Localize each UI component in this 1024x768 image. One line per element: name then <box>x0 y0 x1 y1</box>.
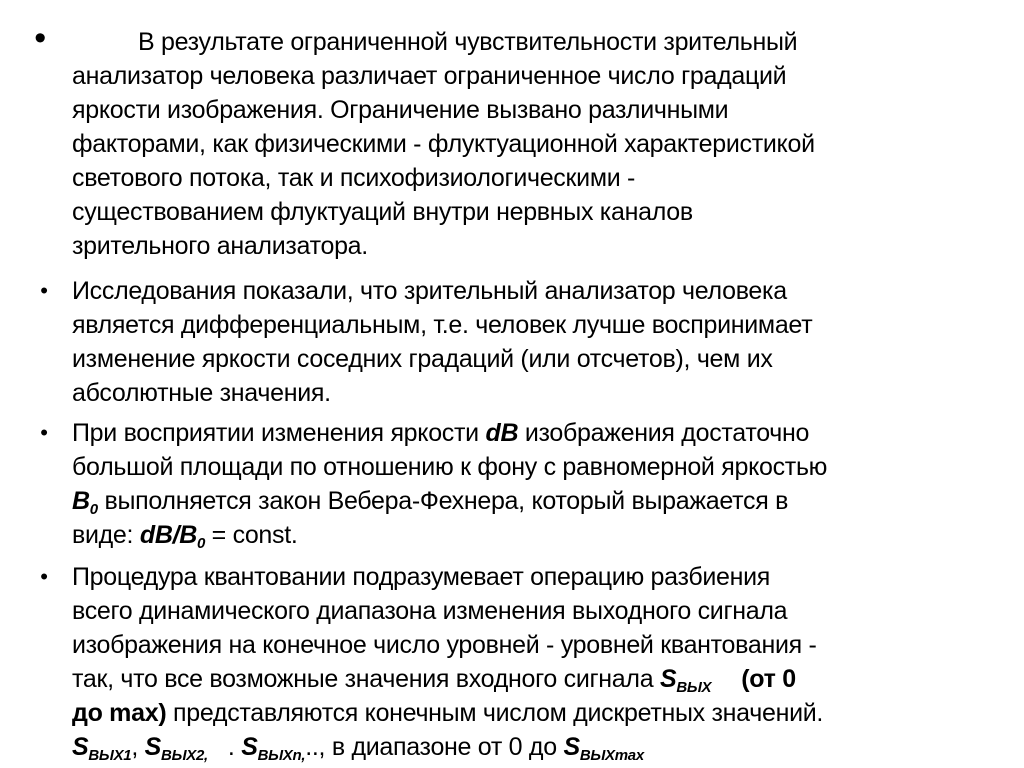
symbol-S-vyh2: $S_{ВЫХ2,}$ <box>144 733 208 764</box>
text-line: существованием флуктуаций внутри нервных каналов <box>72 198 693 226</box>
text-line: до max) представляются конечным числом дискретных значений. <box>72 699 824 727</box>
symbol-S-vyhn: $S_{ВЫХn,}$ <box>241 733 306 764</box>
text-line: изменение яркости соседних градаций (или отсчетов), чем их <box>72 345 773 373</box>
symbol-S-vyh1: $S_{ВЫХ1}$ <box>72 733 132 764</box>
bullet-item-3 <box>40 416 972 552</box>
symbol-S-vyhmax: $S_{ВЫХmax}$ <box>563 733 644 764</box>
text-line: светового потока, так и психофизиологическими - <box>72 164 636 192</box>
text-line: является дифференциальным, т.е. человек лучше воспринимает <box>72 311 813 339</box>
bullet-marker: • <box>40 420 48 445</box>
text-line: яркости изображения. Ограничение вызвано различными <box>72 96 729 124</box>
symbol-B0: $B_0$ <box>72 487 98 518</box>
text-line: При восприятии изменения яркости dB изображения достаточно <box>72 419 810 447</box>
formula-dB-B0: $dB/B_0$ <box>139 521 206 552</box>
bullet-marker: • <box>40 564 48 589</box>
text-line: виде: $dB/B_0$ = const. <box>72 521 298 552</box>
symbol-dB: dB <box>485 419 519 447</box>
bullet-marker: • <box>34 19 46 57</box>
text-line: В результате ограниченной чувствительности зрительный <box>138 28 798 56</box>
text-line: большой площади по отношению к фону с равномерной яркостью <box>72 453 828 481</box>
text-line: Процедура квантовании подразумевает операцию разбиения <box>72 563 771 591</box>
text-line: Исследования показали, что зрительный анализатор человека <box>72 277 787 305</box>
text-line: $B_0$ выполняется закон Вебера-Фехнера, который выражается в <box>72 487 789 518</box>
symbol-S-vyh: $S_{ВЫХ}$ <box>659 665 712 696</box>
bullet-item-1 <box>34 19 972 263</box>
text-line: так, что все возможные значения входного сигнала $S_{ВЫХ}$ (от 0 <box>72 665 796 696</box>
bullet-item-2 <box>40 274 972 410</box>
text-line: анализатор человека различает ограниченное число градаций <box>72 62 787 90</box>
text-line: зрительного анализатора. <box>72 232 368 260</box>
bullet-item-4 <box>40 560 972 764</box>
text-line: абсолютные значения. <box>72 379 331 407</box>
text-line: изображения на конечное число уровней - уровней квантования - <box>72 631 817 659</box>
text-line: факторами, как физическими - флуктуационной характеристикой <box>72 130 815 158</box>
text-line: всего динамического диапазона изменения выходного сигнала <box>72 597 788 625</box>
text-line: $S_{ВЫХ1}$, $S_{ВЫХ2,}$ . $S_{ВЫХn,}$.., в диапазоне от 0 до $S_{ВЫХmax}$ <box>72 733 644 764</box>
bullet-marker: • <box>40 278 48 303</box>
